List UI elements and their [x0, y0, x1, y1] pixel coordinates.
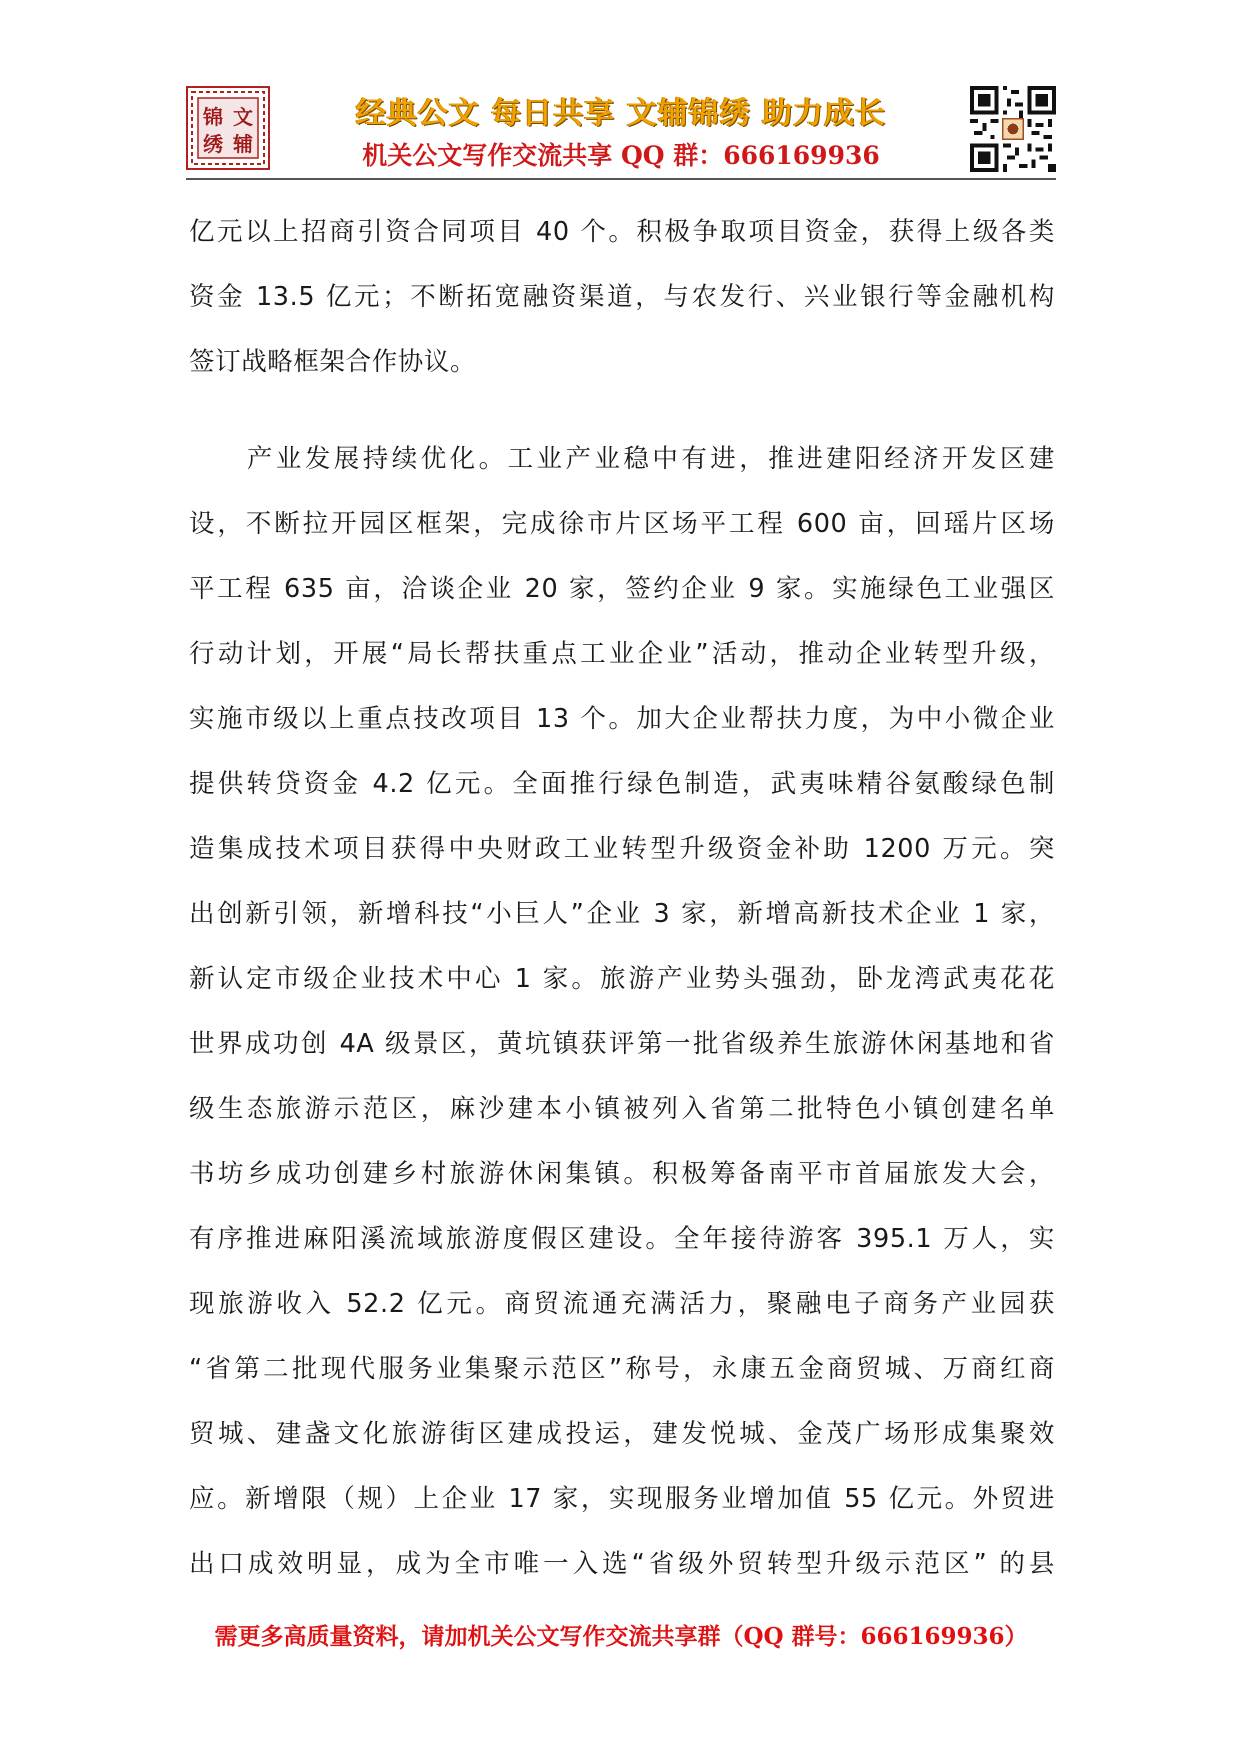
text-line: 行动计划，开展“局长帮扶重点工业企业”活动，推动企业转型升级， — [189, 639, 1055, 669]
text-line: 亿元以上招商引资合同项目 40 个。积极争取项目资金，获得上级各类 — [189, 217, 1055, 247]
text-line: 设，不断拉开园区框架，完成徐市片区场平工程 600 亩，回瑶片区场 — [189, 509, 1055, 539]
text-line: 提供转贷资金 4.2 亿元。全面推行绿色制造，武夷味精谷氨酸绿色制 — [189, 769, 1055, 799]
svg-text:绣: 绣 — [203, 132, 223, 156]
text-line: 造集成技术项目获得中央财政工业转型升级资金补助 1200 万元。突 — [189, 834, 1055, 864]
text-line: 平工程 635 亩，洽谈企业 20 家，签约企业 9 家。实施绿色工业强区 — [189, 574, 1055, 604]
text-line: 资金 13.5 亿元；不断拓宽融资渠道，与农发行、兴业银行等金融机构 — [189, 282, 1055, 312]
footer-notice: 需更多高质量资料，请加机关公文写作交流共享群（QQ 群号：666169936） — [214, 1623, 1028, 1650]
svg-text:锦: 锦 — [203, 105, 223, 129]
text-line: 现旅游收入 52.2 亿元。商贸流通充满活力，聚融电子商务产业园获 — [189, 1289, 1055, 1319]
text-line: 出创新引领，新增科技“小巨人”企业 3 家，新增高新技术企业 1 家， — [189, 899, 1055, 929]
text-line: 产业发展持续优化。工业产业稳中有进，推进建阳经济开发区建 — [189, 444, 1055, 474]
header-banner — [286, 86, 956, 170]
text-line: 世界成功创 4A 级景区，黄坑镇获评第一批省级养生旅游休闲基地和省 — [189, 1029, 1055, 1059]
paragraph-1 — [189, 200, 1055, 395]
text-line: 贸城、建盏文化旅游街区建成投运，建发悦城、金茂广场形成集聚效 — [189, 1419, 1055, 1449]
paragraph-2 — [189, 427, 1055, 1597]
document-header — [186, 86, 1056, 176]
header-slogan: 经典公文 每日共享 文辅锦绣 助力成长 — [355, 96, 887, 131]
text-line: 出口成效明显，成为全市唯一入选“省级外贸转型升级示范区” 的县 — [189, 1549, 1055, 1579]
qr-code-icon — [970, 86, 1056, 172]
svg-text:辅: 辅 — [233, 132, 253, 156]
header-divider — [186, 178, 1056, 180]
document-body — [189, 200, 1055, 1597]
text-line: 新认定市级企业技术中心 1 家。旅游产业势头强劲，卧龙湾武夷花花 — [189, 964, 1055, 994]
text-line: 实施市级以上重点技改项目 13 个。加大企业帮扶力度，为中小微企业 — [189, 704, 1055, 734]
seal-logo-icon — [186, 86, 270, 170]
text-line: 级生态旅游示范区，麻沙建本小镇被列入省第二批特色小镇创建名单 — [189, 1094, 1055, 1124]
text-line: 应。新增限（规）上企业 17 家，实现服务业增加值 55 亿元。外贸进 — [189, 1484, 1055, 1514]
header-qq-group: 机关公文写作交流共享 QQ 群：666169936 — [362, 141, 880, 170]
text-line: 签订战略框架合作协议。 — [189, 347, 477, 377]
text-line: 书坊乡成功创建乡村旅游休闲集镇。积极筹备南平市首届旅发大会， — [189, 1159, 1055, 1189]
text-line: 有序推进麻阳溪流域旅游度假区建设。全年接待游客 395.1 万人，实 — [189, 1224, 1055, 1254]
svg-text:文: 文 — [233, 105, 253, 129]
text-line: “省第二批现代服务业集聚示范区”称号，永康五金商贸城、万商红商 — [189, 1354, 1055, 1384]
